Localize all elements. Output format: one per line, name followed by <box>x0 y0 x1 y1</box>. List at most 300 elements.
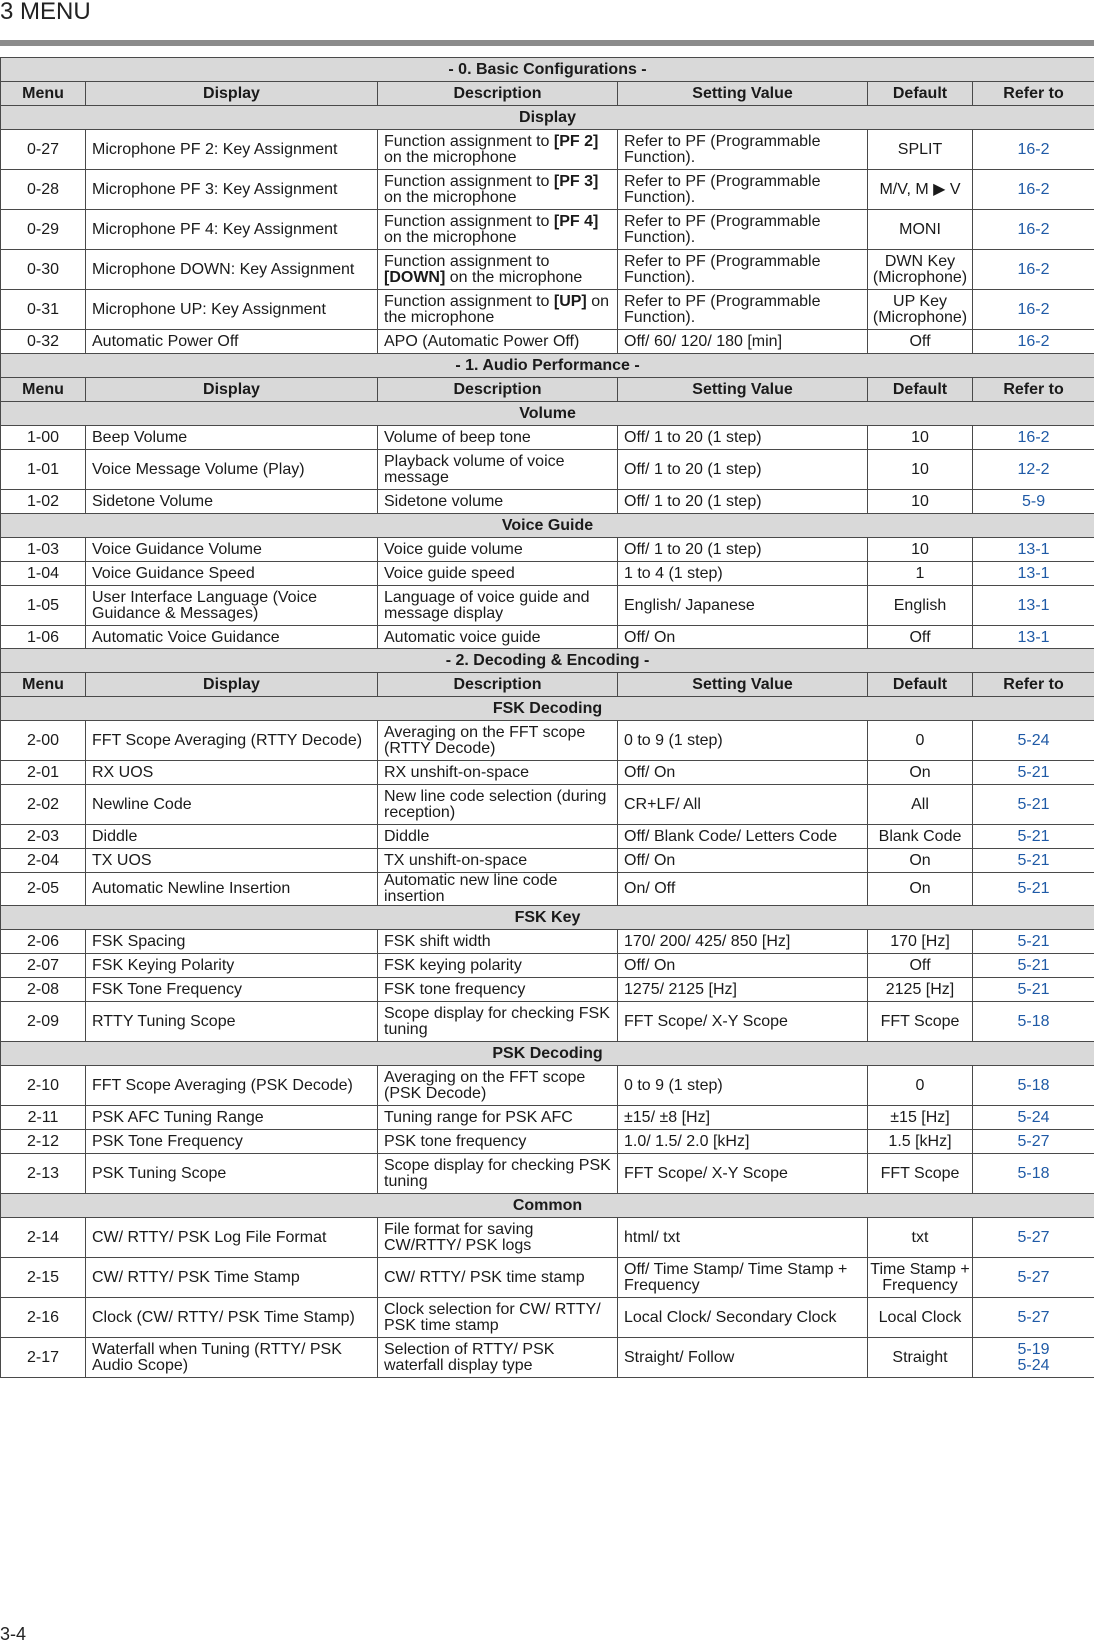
table-row <box>1 450 1094 490</box>
table-row <box>1 210 1094 250</box>
section-table-basic-configurations <box>0 57 1094 354</box>
description-text-end: on the microphone <box>384 229 517 246</box>
table-row <box>1 721 1094 761</box>
display-name: CW/ RTTY/ PSK Time Stamp <box>86 1258 378 1298</box>
refer-to-link[interactable]: 12-2 <box>973 462 1094 478</box>
description <box>378 426 618 450</box>
refer-to-link[interactable]: 16-2 <box>973 182 1094 198</box>
setting-value: Off/ On <box>618 626 868 650</box>
refer-to-link[interactable]: 5-21 <box>973 982 1094 998</box>
default-value: Local Clock <box>868 1298 973 1338</box>
column-header-default: Default <box>868 378 973 402</box>
description <box>378 586 618 626</box>
refer-to <box>973 1066 1094 1106</box>
refer-to-link[interactable]: 5-21 <box>973 829 1094 845</box>
refer-to-link[interactable]: 16-2 <box>973 222 1094 238</box>
display-name: FSK Keying Polarity <box>86 954 378 978</box>
description-text: Averaging on the FFT scope (PSK Decode) <box>384 1069 585 1102</box>
display-name: Automatic Voice Guidance <box>86 626 378 650</box>
column-header-display: Display <box>86 378 378 402</box>
description <box>378 1106 618 1130</box>
menu-number: 1-06 <box>1 626 86 650</box>
description <box>378 873 618 906</box>
display-name: FSK Spacing <box>86 930 378 954</box>
refer-to <box>973 426 1094 450</box>
description-text: Volume of beep tone <box>384 429 531 446</box>
refer-to-link[interactable]: 5-27 <box>973 1134 1094 1150</box>
display-name: Microphone DOWN: Key Assignment <box>86 250 378 290</box>
refer-to-link[interactable]: 13-1 <box>973 598 1094 614</box>
table-row <box>1 426 1094 450</box>
description-text-end: on the microphone <box>445 269 582 286</box>
display-name: PSK Tone Frequency <box>86 1130 378 1154</box>
menu-number: 1-05 <box>1 586 86 626</box>
refer-to <box>973 1338 1094 1378</box>
default-value: FFT Scope <box>868 1002 973 1042</box>
description <box>378 290 618 330</box>
chapter-title: 3 MENU <box>0 0 91 24</box>
group-title: Volume <box>1 402 1094 426</box>
setting-value: English/ Japanese <box>618 586 868 626</box>
description <box>378 250 618 290</box>
menu-number: 2-12 <box>1 1130 86 1154</box>
column-header-menu: Menu <box>1 82 86 106</box>
refer-to-link[interactable]: 5-27 <box>973 1270 1094 1286</box>
table-row <box>1 1338 1094 1378</box>
display-name: Clock (CW/ RTTY/ PSK Time Stamp) <box>86 1298 378 1338</box>
menu-number: 2-01 <box>1 761 86 785</box>
refer-to-link[interactable]: 5-21 <box>973 853 1094 869</box>
refer-to <box>973 130 1094 170</box>
description-text: Tuning range for PSK AFC <box>384 1109 573 1126</box>
section-table-audio-performance <box>0 353 1094 650</box>
table-row <box>1 626 1094 650</box>
table-row <box>1 761 1094 785</box>
group-title: PSK Decoding <box>1 1042 1094 1066</box>
refer-to-link[interactable]: 5-27 <box>973 1230 1094 1246</box>
menu-number: 2-05 <box>1 873 86 906</box>
setting-value: 1275/ 2125 [Hz] <box>618 978 868 1002</box>
setting-value: 1 to 4 (1 step) <box>618 562 868 586</box>
display-name: Newline Code <box>86 785 378 825</box>
setting-value: Off/ 60/ 120/ 180 [min] <box>618 330 868 354</box>
setting-value: FFT Scope/ X-Y Scope <box>618 1154 868 1194</box>
description-text: Function assignment to <box>384 293 554 310</box>
display-name: Automatic Power Off <box>86 330 378 354</box>
refer-to <box>973 825 1094 849</box>
menu-number: 0-30 <box>1 250 86 290</box>
menu-number: 2-08 <box>1 978 86 1002</box>
table-row <box>1 1298 1094 1338</box>
default-value: 0 <box>868 1066 973 1106</box>
menu-number: 2-07 <box>1 954 86 978</box>
description <box>378 1154 618 1194</box>
group-header-row <box>1 514 1094 538</box>
refer-to-link[interactable]: 5-24 <box>973 733 1094 749</box>
setting-value: html/ txt <box>618 1218 868 1258</box>
refer-to-link[interactable]: 5-21 <box>973 881 1094 897</box>
table-row <box>1 978 1094 1002</box>
page-number: 3-4 <box>0 1625 26 1643</box>
description-text: Clock selection for CW/ RTTY/ PSK time stamp <box>384 1301 601 1334</box>
description-text: FSK tone frequency <box>384 981 525 998</box>
refer-to-link[interactable]: 5-21 <box>973 958 1094 974</box>
group-title: FSK Key <box>1 906 1094 930</box>
menu-number: 2-16 <box>1 1298 86 1338</box>
description <box>378 1298 618 1338</box>
menu-number: 2-03 <box>1 825 86 849</box>
default-value: Time Stamp + Frequency <box>868 1258 973 1298</box>
refer-to-link[interactable]: 5-19 <box>973 1342 1094 1358</box>
column-header-refer-to: Refer to <box>973 378 1094 402</box>
refer-to-link[interactable]: 5-21 <box>973 797 1094 813</box>
refer-to-link[interactable]: 5-27 <box>973 1310 1094 1326</box>
display-name: FFT Scope Averaging (PSK Decode) <box>86 1066 378 1106</box>
refer-to-link[interactable]: 13-1 <box>973 542 1094 558</box>
table-row <box>1 130 1094 170</box>
description <box>378 761 618 785</box>
description <box>378 825 618 849</box>
refer-to-link[interactable]: 16-2 <box>973 262 1094 278</box>
menu-number: 2-14 <box>1 1218 86 1258</box>
description <box>378 1002 618 1042</box>
key-name: [UP] <box>554 293 587 310</box>
description <box>378 538 618 562</box>
table-row <box>1 1106 1094 1130</box>
display-name: PSK AFC Tuning Range <box>86 1106 378 1130</box>
refer-to <box>973 1106 1094 1130</box>
setting-value: CR+LF/ All <box>618 785 868 825</box>
description-text: Selection of RTTY/ PSK waterfall display type <box>384 1341 554 1374</box>
table-row <box>1 873 1094 906</box>
setting-value: 0 to 9 (1 step) <box>618 721 868 761</box>
display-name: Microphone UP: Key Assignment <box>86 290 378 330</box>
display-name: FSK Tone Frequency <box>86 978 378 1002</box>
menu-number: 2-10 <box>1 1066 86 1106</box>
description <box>378 721 618 761</box>
default-value: M/V, M ▶ V <box>868 170 973 210</box>
setting-value: Refer to PF (Programmable Function). <box>618 210 868 250</box>
description <box>378 930 618 954</box>
column-header-description: Description <box>378 378 618 402</box>
display-name: Sidetone Volume <box>86 490 378 514</box>
key-name: [PF 3] <box>554 173 598 190</box>
table-row <box>1 825 1094 849</box>
setting-value: Refer to PF (Programmable Function). <box>618 170 868 210</box>
description-text: Voice guide volume <box>384 541 523 558</box>
refer-to-link[interactable]: 5-24 <box>973 1110 1094 1126</box>
table-row <box>1 586 1094 626</box>
refer-to <box>973 954 1094 978</box>
description <box>378 978 618 1002</box>
refer-to <box>973 538 1094 562</box>
description <box>378 170 618 210</box>
description <box>378 1218 618 1258</box>
refer-to <box>973 721 1094 761</box>
column-header-refer-to: Refer to <box>973 82 1094 106</box>
table-row <box>1 785 1094 825</box>
description-text: New line code selection (during reception) <box>384 788 606 821</box>
table-row <box>1 1002 1094 1042</box>
table-row <box>1 1218 1094 1258</box>
description-text: Function assignment to <box>384 133 554 150</box>
display-name: Microphone PF 4: Key Assignment <box>86 210 378 250</box>
refer-to <box>973 1002 1094 1042</box>
menu-number: 1-04 <box>1 562 86 586</box>
menu-number: 0-27 <box>1 130 86 170</box>
default-value: All <box>868 785 973 825</box>
column-header-setting-value: Setting Value <box>618 378 868 402</box>
column-header-setting-value: Setting Value <box>618 673 868 697</box>
default-value: 170 [Hz] <box>868 930 973 954</box>
description <box>378 1258 618 1298</box>
display-name: Beep Volume <box>86 426 378 450</box>
default-value: ±15 [Hz] <box>868 1106 973 1130</box>
menu-number: 2-02 <box>1 785 86 825</box>
refer-to <box>973 626 1094 650</box>
description <box>378 490 618 514</box>
description-text: Function assignment to <box>384 213 554 230</box>
default-value: Off <box>868 330 973 354</box>
display-name: Microphone PF 3: Key Assignment <box>86 170 378 210</box>
default-value: SPLIT <box>868 130 973 170</box>
refer-to <box>973 1218 1094 1258</box>
menu-number: 1-03 <box>1 538 86 562</box>
table-row <box>1 954 1094 978</box>
header-rule <box>0 40 1094 46</box>
setting-value: Refer to PF (Programmable Function). <box>618 290 868 330</box>
default-value: MONI <box>868 210 973 250</box>
description-text: Automatic new line code insertion <box>384 872 557 905</box>
default-value: 10 <box>868 490 973 514</box>
refer-to-link[interactable]: 16-2 <box>973 142 1094 158</box>
description <box>378 849 618 873</box>
refer-to-link[interactable]: 13-1 <box>973 630 1094 646</box>
display-name: TX UOS <box>86 849 378 873</box>
description <box>378 1338 618 1378</box>
key-name: [DOWN] <box>384 269 445 286</box>
description-text: FSK keying polarity <box>384 957 522 974</box>
display-name: Microphone PF 2: Key Assignment <box>86 130 378 170</box>
menu-number: 2-11 <box>1 1106 86 1130</box>
refer-to <box>973 930 1094 954</box>
group-header-row <box>1 697 1094 721</box>
refer-to-link[interactable]: 16-2 <box>973 302 1094 318</box>
setting-value: Off/ On <box>618 954 868 978</box>
description-text: Playback volume of voice message <box>384 453 565 486</box>
refer-to <box>973 290 1094 330</box>
default-value: 10 <box>868 538 973 562</box>
refer-to-link[interactable]: 5-24 <box>973 1358 1094 1374</box>
refer-to <box>973 170 1094 210</box>
display-name: Waterfall when Tuning (RTTY/ PSK Audio Scope) <box>86 1338 378 1378</box>
refer-to-link[interactable]: 5-21 <box>973 765 1094 781</box>
description-text: Scope display for checking FSK tuning <box>384 1005 610 1038</box>
refer-to <box>973 873 1094 906</box>
menu-number: 0-28 <box>1 170 86 210</box>
column-header-setting-value: Setting Value <box>618 82 868 106</box>
display-name: Voice Message Volume (Play) <box>86 450 378 490</box>
table-row <box>1 1066 1094 1106</box>
default-value: FFT Scope <box>868 1154 973 1194</box>
description <box>378 562 618 586</box>
column-header-row <box>1 82 1094 106</box>
section-title: - 1. Audio Performance - <box>1 354 1094 378</box>
setting-value: On/ Off <box>618 873 868 906</box>
description-text: Automatic voice guide <box>384 629 541 646</box>
table-row <box>1 849 1094 873</box>
description <box>378 954 618 978</box>
group-title: Common <box>1 1194 1094 1218</box>
description <box>378 210 618 250</box>
default-value: 2125 [Hz] <box>868 978 973 1002</box>
description-text: Function assignment to <box>384 173 554 190</box>
description-text: Diddle <box>384 828 429 845</box>
description-text: TX unshift-on-space <box>384 852 527 869</box>
display-name: User Interface Language (Voice Guidance & Messages) <box>86 586 378 626</box>
display-name: FFT Scope Averaging (RTTY Decode) <box>86 721 378 761</box>
refer-to-link[interactable]: 5-18 <box>973 1166 1094 1182</box>
column-header-row <box>1 378 1094 402</box>
group-header-row <box>1 106 1094 130</box>
description <box>378 130 618 170</box>
column-header-description: Description <box>378 673 618 697</box>
description-text: PSK tone frequency <box>384 1133 526 1150</box>
default-value: txt <box>868 1218 973 1258</box>
menu-number: 0-31 <box>1 290 86 330</box>
refer-to-link[interactable]: 5-18 <box>973 1014 1094 1030</box>
description <box>378 626 618 650</box>
description-text-end: on the microphone <box>384 189 517 206</box>
setting-value: Refer to PF (Programmable Function). <box>618 250 868 290</box>
refer-to-link[interactable]: 16-2 <box>973 334 1094 350</box>
key-name: [PF 2] <box>554 133 598 150</box>
table-row <box>1 930 1094 954</box>
menu-number: 2-09 <box>1 1002 86 1042</box>
refer-to <box>973 1258 1094 1298</box>
default-value: On <box>868 849 973 873</box>
section-title: - 0. Basic Configurations - <box>1 58 1094 82</box>
display-name: Voice Guidance Speed <box>86 562 378 586</box>
column-header-menu: Menu <box>1 378 86 402</box>
default-value: On <box>868 873 973 906</box>
description-text: Scope display for checking PSK tuning <box>384 1157 611 1190</box>
refer-to <box>973 761 1094 785</box>
column-header-default: Default <box>868 673 973 697</box>
description-text: Function assignment to <box>384 253 549 270</box>
description <box>378 330 618 354</box>
setting-value: 0 to 9 (1 step) <box>618 1066 868 1106</box>
setting-value: Off/ 1 to 20 (1 step) <box>618 490 868 514</box>
display-name: RTTY Tuning Scope <box>86 1002 378 1042</box>
description-text: File format for saving CW/RTTY/ PSK logs <box>384 1221 533 1254</box>
description-text-end: on the microphone <box>384 149 517 166</box>
refer-to <box>973 330 1094 354</box>
default-value: DWN Key (Microphone) <box>868 250 973 290</box>
table-row <box>1 538 1094 562</box>
table-row <box>1 1258 1094 1298</box>
setting-value: 1.0/ 1.5/ 2.0 [kHz] <box>618 1130 868 1154</box>
display-name: Automatic Newline Insertion <box>86 873 378 906</box>
section-title-row <box>1 649 1094 673</box>
section-title: - 2. Decoding & Encoding - <box>1 649 1094 673</box>
description-text-end: on the microphone <box>384 293 609 326</box>
setting-value: Off/ Blank Code/ Letters Code <box>618 825 868 849</box>
display-name: PSK Tuning Scope <box>86 1154 378 1194</box>
default-value: 10 <box>868 426 973 450</box>
setting-value: Off/ On <box>618 761 868 785</box>
refer-to <box>973 210 1094 250</box>
refer-to <box>973 490 1094 514</box>
table-row <box>1 1130 1094 1154</box>
menu-number: 1-00 <box>1 426 86 450</box>
display-name: CW/ RTTY/ PSK Log File Format <box>86 1218 378 1258</box>
refer-to <box>973 785 1094 825</box>
refer-to <box>973 1154 1094 1194</box>
refer-to-link[interactable]: 5-21 <box>973 934 1094 950</box>
refer-to <box>973 586 1094 626</box>
table-row <box>1 170 1094 210</box>
menu-number: 1-01 <box>1 450 86 490</box>
refer-to-link[interactable]: 5-9 <box>973 494 1094 510</box>
setting-value: Off/ Time Stamp/ Time Stamp + Frequency <box>618 1258 868 1298</box>
group-title: Display <box>1 106 1094 130</box>
menu-number: 2-06 <box>1 930 86 954</box>
default-value: 10 <box>868 450 973 490</box>
group-header-row <box>1 906 1094 930</box>
description-text: Voice guide speed <box>384 565 515 582</box>
description-text: APO (Automatic Power Off) <box>384 333 579 350</box>
refer-to-link[interactable]: 16-2 <box>973 430 1094 446</box>
column-header-row <box>1 673 1094 697</box>
default-value: 1 <box>868 562 973 586</box>
default-value: English <box>868 586 973 626</box>
refer-to-link[interactable]: 13-1 <box>973 566 1094 582</box>
description-text: CW/ RTTY/ PSK time stamp <box>384 1269 585 1286</box>
key-name: [PF 4] <box>554 213 598 230</box>
setting-value: Local Clock/ Secondary Clock <box>618 1298 868 1338</box>
description-text: Averaging on the FFT scope (RTTY Decode) <box>384 724 585 757</box>
description-text: FSK shift width <box>384 933 491 950</box>
column-header-description: Description <box>378 82 618 106</box>
column-header-refer-to: Refer to <box>973 673 1094 697</box>
refer-to <box>973 1130 1094 1154</box>
group-header-row <box>1 1042 1094 1066</box>
description-text: Sidetone volume <box>384 493 503 510</box>
group-header-row <box>1 1194 1094 1218</box>
setting-value: Straight/ Follow <box>618 1338 868 1378</box>
menu-number: 1-02 <box>1 490 86 514</box>
setting-value: Refer to PF (Programmable Function). <box>618 130 868 170</box>
default-value: Off <box>868 954 973 978</box>
menu-number: 2-13 <box>1 1154 86 1194</box>
section-title-row <box>1 58 1094 82</box>
setting-value: 170/ 200/ 425/ 850 [Hz] <box>618 930 868 954</box>
default-value: Off <box>868 626 973 650</box>
refer-to <box>973 250 1094 290</box>
default-value: 1.5 [kHz] <box>868 1130 973 1154</box>
menu-number: 2-04 <box>1 849 86 873</box>
column-header-display: Display <box>86 82 378 106</box>
table-row <box>1 562 1094 586</box>
table-row <box>1 1154 1094 1194</box>
refer-to <box>973 849 1094 873</box>
refer-to-link[interactable]: 5-18 <box>973 1078 1094 1094</box>
description <box>378 450 618 490</box>
column-header-display: Display <box>86 673 378 697</box>
description-text: Language of voice guide and message display <box>384 589 590 622</box>
setting-value: Off/ 1 to 20 (1 step) <box>618 538 868 562</box>
